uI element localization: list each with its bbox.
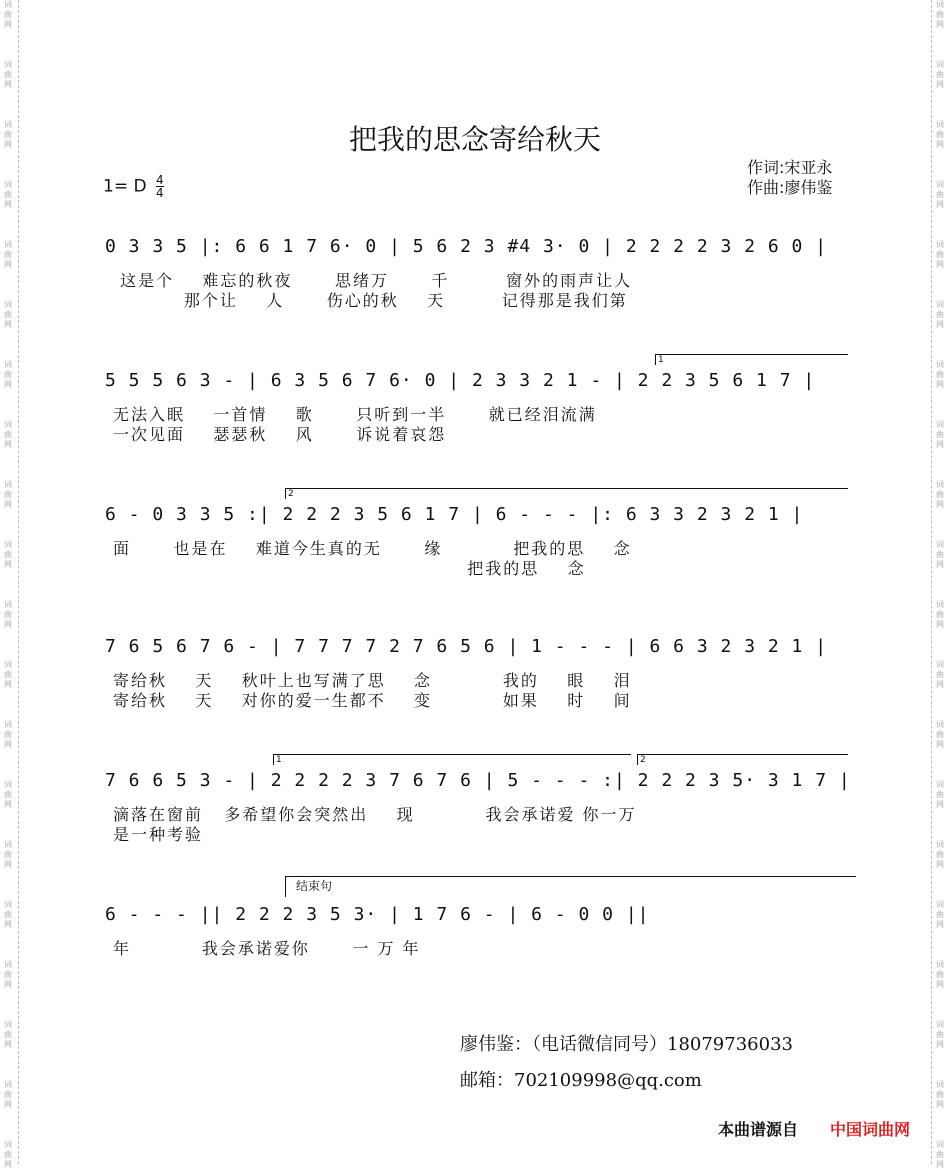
right-watermark-strip — [931, 0, 950, 1169]
watermark-text: 词曲网 — [4, 180, 12, 209]
watermark-text: 词曲网 — [4, 720, 12, 749]
watermark-text: 词曲网 — [936, 900, 944, 929]
notation-line: 7 6 6 5 3 - | 2 2 2 2 3 7 6 7 6 | 5 - - - :| 2 2 2 3 5· 3 1 7 | — [105, 770, 851, 791]
watermark-text: 词曲网 — [4, 660, 12, 689]
watermark-text: 词曲网 — [936, 360, 944, 389]
left-watermark-strip — [0, 0, 19, 1169]
notation-line: 6 - 0 3 3 5 :| 2 2 2 3 5 6 1 7 | 6 - - - |: 6 3 3 2 3 2 1 | — [105, 504, 804, 525]
watermark-text: 词曲网 — [936, 780, 944, 809]
watermark-text: 词曲网 — [4, 780, 12, 809]
watermark-text: 词曲网 — [4, 1140, 12, 1169]
watermark-text: 词曲网 — [936, 240, 944, 269]
volta-bracket: 2 — [285, 488, 848, 499]
watermark-text: 词曲网 — [4, 540, 12, 569]
source-site-link[interactable]: 中国词曲网 — [830, 1120, 911, 1139]
lyrics-verse-2: 把我的思 念 — [113, 559, 586, 578]
song-title: 把我的思念寄给秋天 — [348, 123, 601, 156]
watermark-text: 词曲网 — [936, 960, 944, 989]
watermark-text: 词曲网 — [936, 180, 944, 209]
watermark-text: 词曲网 — [936, 420, 944, 449]
watermark-text: 词曲网 — [4, 600, 12, 629]
key-label: 1= D — [103, 176, 147, 197]
credits — [747, 158, 832, 198]
time-signature — [156, 174, 164, 199]
watermark-text: 词曲网 — [4, 120, 12, 149]
watermark-text: 词曲网 — [4, 240, 12, 269]
watermark-text: 词曲网 — [4, 960, 12, 989]
lyricist: 作词:宋亚永 — [747, 158, 833, 177]
lyrics-verse-2: 一次见面 瑟瑟秋 风 诉说着哀怨 — [113, 425, 447, 444]
watermark-text: 词曲网 — [4, 360, 12, 389]
watermark-text: 词曲网 — [4, 1080, 12, 1109]
watermark-text: 词曲网 — [936, 1020, 944, 1049]
source-label: 本曲谱源自 — [718, 1120, 799, 1139]
lyrics-verse-1: 无法入眠 一首情 歌 只听到一半 就已经泪流满 — [113, 405, 597, 424]
watermark-text: 词曲网 — [936, 540, 944, 569]
lyrics-verse-2: 那个让 人 伤心的秋 天 记得那是我们第 — [113, 291, 628, 310]
watermark-text: 词曲网 — [936, 0, 944, 29]
watermark-text: 词曲网 — [936, 840, 944, 869]
watermark-text: 词曲网 — [4, 1020, 12, 1049]
lyrics-verse-1: 年 我会承诺爱你 一 万 年 — [113, 939, 421, 958]
watermark-text: 词曲网 — [936, 60, 944, 89]
volta-bracket: 1 — [655, 354, 848, 365]
notation-line: 0 3 3 5 |: 6 6 1 7 6· 0 | 5 6 2 3 #4 3· 0 | 2 2 2 2 3 2 6 0 | — [105, 236, 828, 257]
watermark-text: 词曲网 — [4, 0, 12, 29]
watermark-text: 词曲网 — [936, 720, 944, 749]
ending-bracket: 结束句 — [285, 876, 856, 897]
watermark-text: 词曲网 — [936, 660, 944, 689]
notation-line: 7 6 5 6 7 6 - | 7 7 7 7 2 7 6 5 6 | 1 - - - | 6 6 3 2 3 2 1 | — [105, 636, 828, 657]
lyrics-verse-2: 寄给秋 天 对你的爱一生都不 变 如果 时 间 — [113, 691, 632, 710]
notation-line: 6 - - - || 2 2 2 3 5 3· | 1 7 6 - | 6 - 0 0 || — [105, 904, 650, 925]
lyrics-verse-1: 这是个 难忘的秋夜 思绪万 千 窗外的雨声让人 — [113, 271, 633, 290]
contact-info: 廖伟鉴：（电话微信同号）18079736033 — [460, 1034, 793, 1055]
time-top: 4 — [155, 173, 164, 187]
watermark-text: 词曲网 — [4, 300, 12, 329]
watermark-text: 词曲网 — [4, 840, 12, 869]
volta-bracket-1: 1 — [273, 754, 631, 765]
time-bottom: 4 — [155, 186, 164, 200]
watermark-text: 词曲网 — [936, 1080, 944, 1109]
watermark-text: 词曲网 — [936, 600, 944, 629]
watermark-text: 词曲网 — [4, 420, 12, 449]
watermark-text: 词曲网 — [4, 60, 12, 89]
watermark-text: 词曲网 — [936, 300, 944, 329]
volta-bracket-2: 2 — [637, 754, 848, 765]
key-signature — [103, 174, 164, 199]
watermark-text: 词曲网 — [936, 1140, 944, 1169]
watermark-text: 词曲网 — [4, 480, 12, 509]
notation-line: 5 5 5 6 3 - | 6 3 5 6 7 6· 0 | 2 3 3 2 1 - | 2 2 3 5 6 1 7 | — [105, 370, 816, 391]
watermark-text: 词曲网 — [936, 120, 944, 149]
composer: 作曲:廖伟鉴 — [747, 178, 833, 197]
lyrics-verse-1: 寄给秋 天 秋叶上也写满了思 念 我的 眼 泪 — [113, 671, 632, 690]
watermark-text: 词曲网 — [4, 900, 12, 929]
lyrics-verse-2: 是一种考验 — [113, 825, 204, 844]
lyrics-verse-1: 滴落在窗前 多希望你会突然出 现 我会承诺爱 你一万 — [113, 805, 637, 824]
lyrics-verse-1: 面 也是在 难道今生真的无 缘 把我的思 念 — [113, 539, 632, 558]
email-info: 邮箱：702109998@qq.com — [460, 1070, 702, 1091]
watermark-text: 词曲网 — [936, 480, 944, 509]
